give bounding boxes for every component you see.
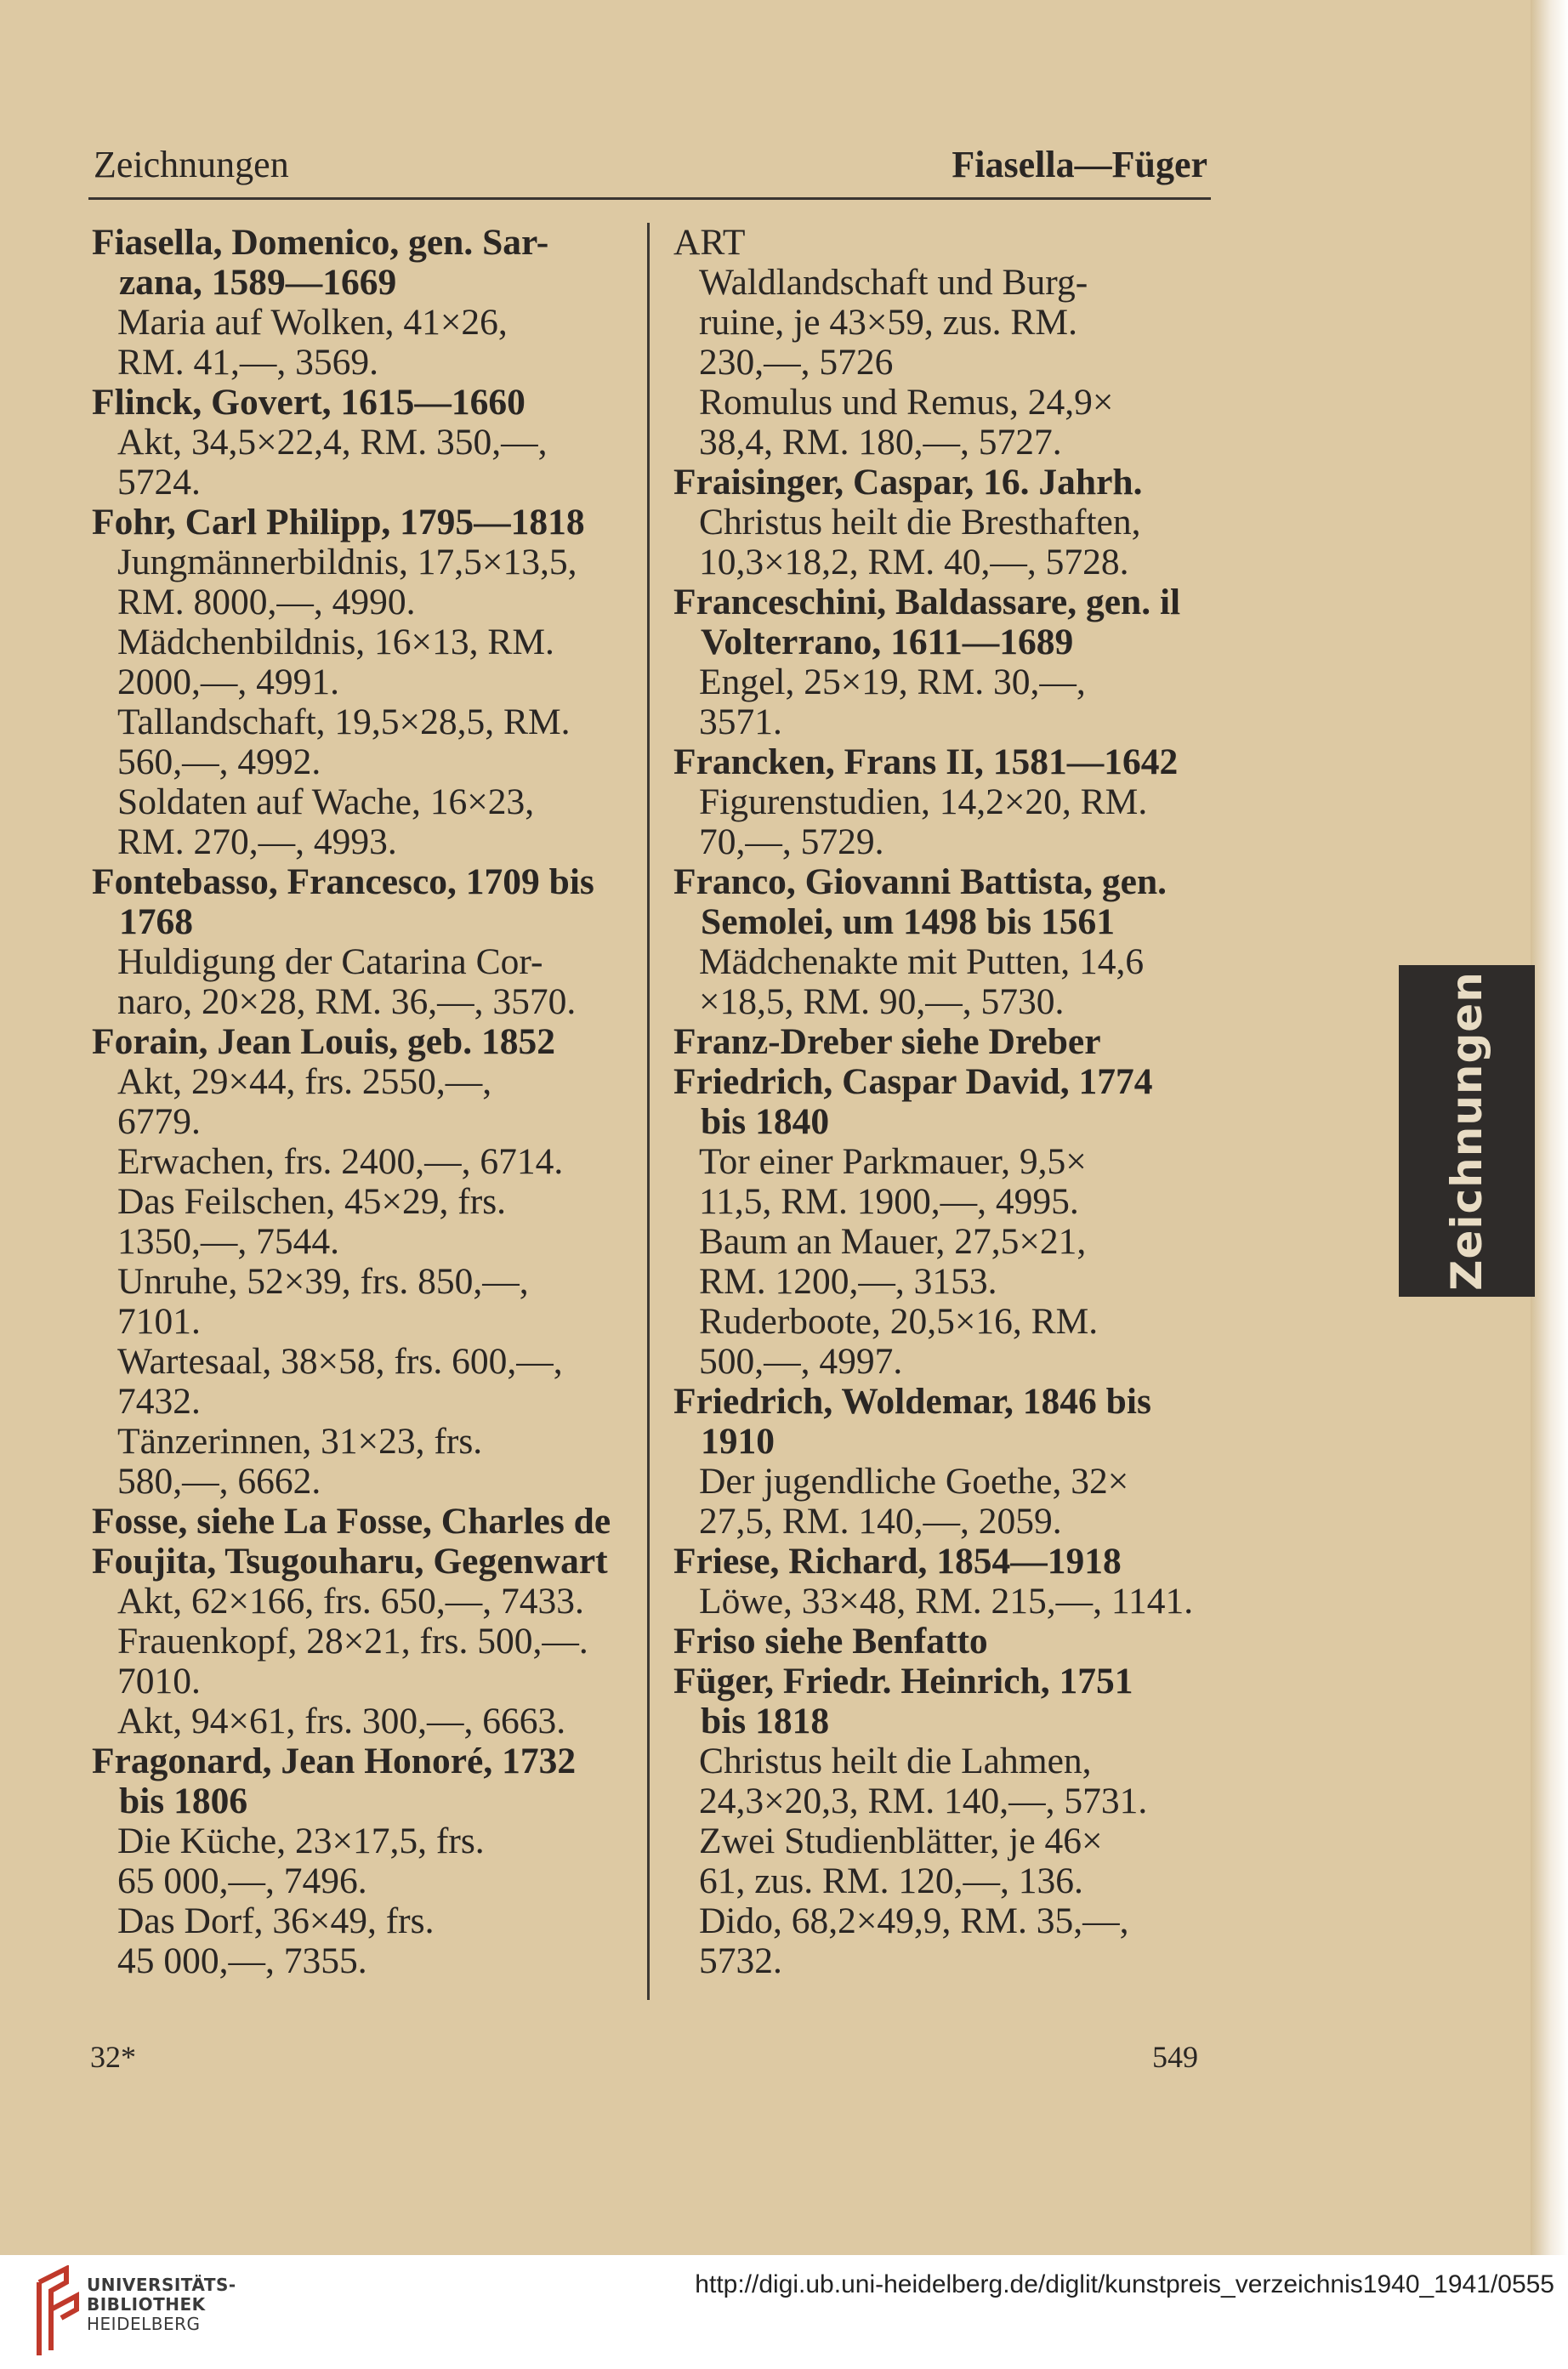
library-name-line: BIBLIOTHEK [87,2294,206,2315]
line: ruine, je 43×59, zus. RM. [699,302,1077,343]
line: 1910 [701,1421,775,1462]
line: 7010. [117,1661,201,1701]
entry-item [90,1622,626,1701]
line: RM. 1200,—, 3153. [699,1261,997,1302]
library-logo-icon [32,2265,82,2359]
line: Die Küche, 23×17,5, frs. [117,1821,485,1861]
entry-heading [672,463,1212,503]
line: 45 000,—, 7355. [117,1940,367,1981]
line: Tor einer Parkmauer, 9,5× [699,1141,1087,1182]
line: 38,4, RM. 180,—, 5727. [699,422,1062,463]
entry-heading [672,1062,1212,1142]
line: Friso siehe Benfatto [673,1621,988,1662]
line: 1350,—, 7544. [117,1221,339,1262]
page-number: 549 [1152,2040,1198,2074]
entry-item [90,1901,626,1981]
line: 6779. [117,1101,201,1142]
line: Engel, 25×19, RM. 30,—, [699,662,1086,702]
line: RM. 8000,—, 4990. [117,582,416,622]
line: 5732. [699,1940,782,1981]
line: Fosse, siehe La Fosse, Charles de [92,1501,611,1542]
line: Soldaten auf Wache, 16×23, [117,781,535,822]
running-head-left: Zeichnungen [94,144,289,185]
line: Unruhe, 52×39, frs. 850,—, [117,1261,529,1302]
line: Wartesaal, 38×58, frs. 600,—, [117,1341,563,1382]
entry-item [90,702,626,782]
header-rule [88,197,1211,200]
line: bis 1840 [701,1101,830,1142]
entry-heading [672,862,1212,942]
line: Fragonard, Jean Honoré, 1732 [92,1741,577,1781]
line: Foujita, Tsugouharu, Gegenwart [92,1541,608,1582]
line: 2000,—, 4991. [117,662,339,702]
line: Francken, Frans II, 1581—1642 [673,741,1179,782]
line: 61, zus. RM. 120,—, 136. [699,1861,1083,1901]
entry-heading [672,742,1212,782]
line: Fontebasso, Francesco, 1709 bis [92,861,594,902]
line: bis 1806 [119,1781,248,1821]
entry-item [672,1302,1212,1382]
entry-item [672,1741,1212,1821]
line: zana, 1589—1669 [119,262,397,303]
right-column [672,223,1212,1981]
section-tab-label: Zeichnungen [1442,971,1491,1291]
line: Das Dorf, 36×49, frs. [117,1900,435,1941]
library-name-line: HEIDELBERG [87,2314,201,2334]
line: Friedrich, Caspar David, 1774 [673,1061,1153,1102]
line: Erwachen, frs. 2400,—, 6714. [117,1141,564,1182]
line: 5724. [117,462,201,503]
line: 7432. [117,1381,201,1422]
entry-heading [90,862,626,942]
entry-item [672,1462,1212,1542]
line: ×18,5, RM. 90,—, 5730. [699,981,1065,1022]
permalink-url[interactable]: http://digi.ub.uni-heidelberg.de/diglit/kunstpreis_verzeichnis1940_1941/0555 [695,2270,1554,2298]
line: Akt, 62×166, frs. 650,—, 7433. [117,1581,584,1622]
line: naro, 20×28, RM. 36,—, 3570. [117,981,577,1022]
entry-item [90,942,626,1022]
line: Semolei, um 1498 bis 1561 [701,901,1115,942]
line: Franceschini, Baldassare, gen. il [673,582,1181,622]
line: Das Feilschen, 45×29, frs. [117,1181,507,1222]
entry-heading [90,223,626,303]
entry-heading [90,383,626,423]
entry-item [672,782,1212,862]
line: Zwei Studienblätter, je 46× [699,1821,1103,1861]
line: Romulus und Remus, 24,9× [699,382,1114,423]
line: 70,—, 5729. [699,821,884,862]
entry-item [672,263,1212,383]
line: 11,5, RM. 1900,—, 4995. [699,1181,1079,1222]
entry-heading [672,1542,1212,1582]
line: RM. 270,—, 4993. [117,821,397,862]
line: 24,3×20,3, RM. 140,—, 5731. [699,1781,1148,1821]
entry-item [672,383,1212,463]
line: Akt, 34,5×22,4, RM. 350,—, [117,422,548,463]
entry-item [672,1582,1212,1622]
line: Forain, Jean Louis, geb. 1852 [92,1021,556,1062]
entry-heading [672,1382,1212,1462]
line: 10,3×18,2, RM. 40,—, 5728. [699,542,1129,582]
line: Volterrano, 1611—1689 [701,622,1074,662]
entry-item [90,1142,626,1182]
line: 560,—, 4992. [117,741,321,782]
entry-continuation [672,223,1212,263]
line: Akt, 94×61, frs. 300,—, 6663. [117,1701,566,1741]
entry-item [90,622,626,702]
entry-heading [672,1022,1212,1062]
line: 500,—, 4997. [699,1341,903,1382]
section-thumb-tab [1399,965,1535,1297]
entry-item [672,662,1212,742]
line: Christus heilt die Bresthaften, [699,502,1141,543]
entry-item [90,1701,626,1741]
line: 580,—, 6662. [117,1461,321,1502]
entry-heading [90,503,626,543]
entry-heading [90,1022,626,1062]
entry-item [672,1821,1212,1901]
line: Frauenkopf, 28×21, frs. 500,—. [117,1621,588,1662]
line: Franz-Dreber siehe Dreber [673,1021,1101,1062]
line: Christus heilt die Lahmen, [699,1741,1092,1781]
line: Fraisinger, Caspar, 16. Jahrh. [673,462,1143,503]
line: Mädchenbildnis, 16×13, RM. [117,622,554,662]
entry-heading [672,1622,1212,1662]
running-head-right: Fiasella—Füger [952,144,1207,185]
line: 27,5, RM. 140,—, 2059. [699,1501,1062,1542]
line: Löwe, 33×48, RM. 215,—, 1141. [699,1581,1194,1622]
line: Tallandschaft, 19,5×28,5, RM. [117,702,571,742]
line: Ruderboote, 20,5×16, RM. [699,1301,1099,1342]
entry-item [90,543,626,622]
entry-item [90,1262,626,1342]
line: RM. 41,—, 3569. [117,342,378,383]
line: Baum an Mauer, 27,5×21, [699,1221,1087,1262]
line: Flinck, Govert, 1615—1660 [92,382,526,423]
line: Franco, Giovanni Battista, gen. [673,861,1167,902]
line: Maria auf Wolken, 41×26, [117,302,508,343]
entry-item [672,503,1212,582]
entry-item [90,782,626,862]
entry-item [90,1062,626,1142]
line: 7101. [117,1301,201,1342]
entry-heading [672,1662,1212,1741]
library-name-line: UNIVERSITÄTS- [87,2275,236,2295]
line: Fiasella, Domenico, gen. Sar- [92,222,549,263]
library-name [87,2275,236,2334]
line: Dido, 68,2×49,9, RM. 35,—, [699,1900,1129,1941]
entry-heading [90,1741,626,1821]
entry-item [90,423,626,503]
entry-item [90,1342,626,1422]
line: bis 1818 [701,1701,830,1741]
entry-heading [90,1542,626,1582]
entry-item [90,303,626,383]
signature-mark: 32* [90,2040,136,2074]
line: 65 000,—, 7496. [117,1861,367,1901]
entry-heading [90,1502,626,1542]
line: Mädchenakte mit Putten, 14,6 [699,941,1145,982]
column-divider [647,223,650,2000]
entry-item [672,1222,1212,1302]
entry-item [90,1422,626,1502]
line: Tänzerinnen, 31×23, frs. [117,1421,483,1462]
entry-item [90,1821,626,1901]
entry-item [90,1582,626,1622]
entry-heading [672,582,1212,662]
entry-item [672,1142,1212,1222]
line: Der jugendliche Goethe, 32× [699,1461,1129,1502]
line: ART [673,222,746,263]
line: Friese, Richard, 1854—1918 [673,1541,1122,1582]
left-column [90,223,626,1981]
entry-item [90,1182,626,1262]
book-spine-edge [1531,0,1568,2255]
entry-item [672,942,1212,1022]
line: 1768 [119,901,193,942]
entry-item [672,1901,1212,1981]
line: Jungmännerbildnis, 17,5×13,5, [117,542,577,582]
line: Waldlandschaft und Burg- [699,262,1088,303]
line: Figurenstudien, 14,2×20, RM. [699,781,1148,822]
line: Friedrich, Woldemar, 1846 bis [673,1381,1151,1422]
line: Fohr, Carl Philipp, 1795—1818 [92,502,585,543]
line: Akt, 29×44, frs. 2550,—, [117,1061,492,1102]
line: Füger, Friedr. Heinrich, 1751 [673,1661,1133,1701]
line: 3571. [699,702,782,742]
line: Huldigung der Catarina Cor- [117,941,543,982]
line: 230,—, 5726 [699,342,894,383]
